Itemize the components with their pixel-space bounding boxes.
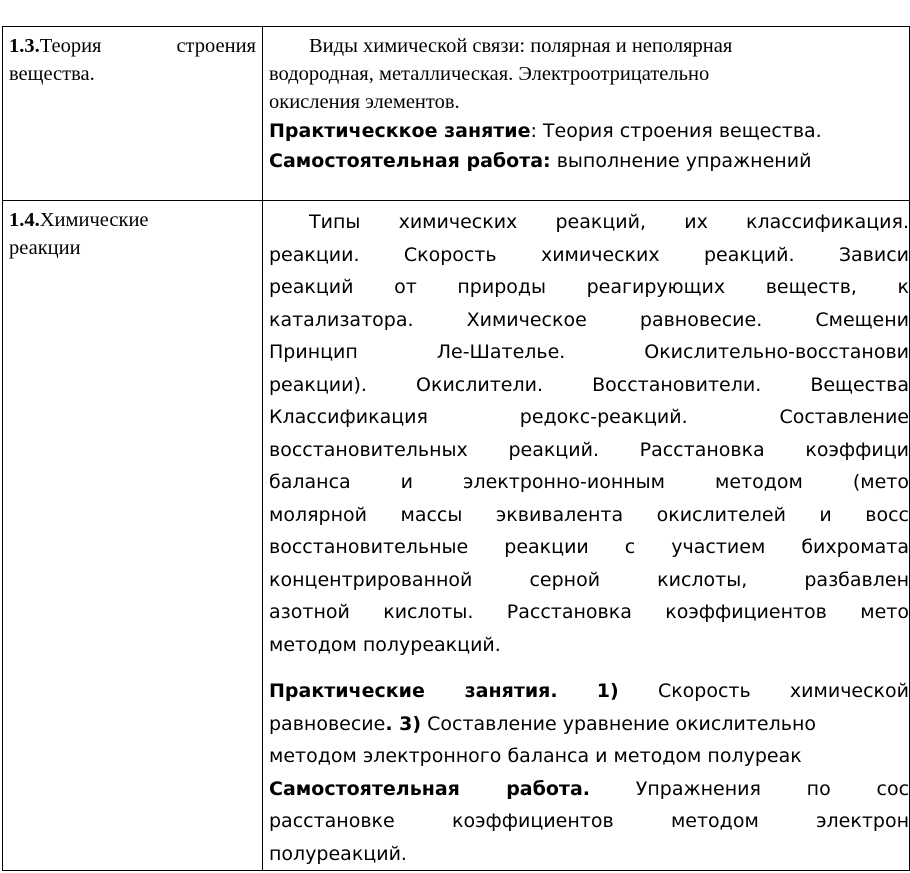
practical-label: Практические занятия. — [269, 680, 558, 702]
practical-text: : Теория строения вещества. — [530, 120, 822, 142]
selfwork-text-1: Упражнения по сос — [635, 777, 910, 800]
selfwork-label: Самостоятельная работа. — [269, 777, 590, 800]
topic-number: 1.4. — [9, 209, 40, 231]
topic-title-line1: Теория строения — [39, 35, 256, 57]
topic-cell — [3, 27, 263, 201]
topic-title-line2: реакции — [9, 237, 81, 259]
content-cell — [263, 201, 910, 871]
content-line: Классификация редокс-реакций. Составление — [269, 406, 909, 428]
table-row — [3, 201, 910, 871]
content-line: концентрированной серной кислоты, разбавлен — [269, 568, 909, 591]
content-line: реакции). Окислители. Восстановители. Вещества — [269, 373, 909, 396]
topic-title — [9, 32, 256, 60]
practical-text-2-pre: равновесие — [269, 712, 386, 735]
content-line: Типы химических реакций, их классификация. — [309, 211, 909, 233]
content-line: азотной кислоты. Расстановка коэффициентов мето — [269, 601, 909, 623]
practical-number-1: 1) — [596, 680, 619, 702]
content-line: катализатора. Химическое равновесие. Смещени — [269, 308, 909, 331]
practical-paragraph — [269, 675, 909, 870]
content-line: молярной массы эквивалента окислителей и восс — [269, 503, 909, 526]
content-line: баланса и электронно-ионным методом (мето — [269, 471, 909, 493]
content-line: реакции. Скорость химических реакций. Зависи — [269, 243, 909, 266]
topic-title-line2: вещества. — [9, 63, 95, 85]
topic-number: 1.3. — [9, 35, 40, 57]
content-line: водородная, металлическая. Электроотрицательно — [269, 63, 710, 85]
content-line: методом полуреакций. — [269, 633, 501, 656]
content-line: Принцип Ле-Шателье. Окислительно-восстанови — [269, 341, 909, 363]
content-line: восстановительные реакции с участием бихромата — [269, 536, 909, 558]
practical-paragraph — [269, 116, 909, 176]
content-line: реакций от природы реагирующих веществ, к — [269, 276, 909, 298]
selfwork-text-2: расстановке коэффициентов методом электрон — [269, 810, 909, 832]
topic-title — [9, 206, 256, 234]
content-paragraph — [269, 32, 909, 116]
content-line: Виды химической связи: полярная и неполярная — [309, 35, 733, 57]
content-cell — [263, 27, 910, 201]
selfwork-text: выполнение упражнений — [550, 150, 812, 172]
topic-title-line1: Химические — [39, 209, 149, 231]
practical-text-1: Скорость химической — [657, 680, 910, 702]
content-line: восстановительных реакций. Расстановка коэффици — [269, 438, 909, 461]
selfwork-label: Самостоятельная работа: — [269, 150, 551, 172]
selfwork-text-3: полуреакций. — [269, 842, 407, 865]
practical-text-3: методом электронного баланса и методом полуреак — [269, 745, 802, 767]
curriculum-table — [2, 26, 910, 871]
content-paragraph — [269, 206, 909, 661]
table-row — [3, 27, 910, 201]
content-line: окисления элементов. — [269, 91, 460, 113]
practical-label: Практическкое занятие — [269, 120, 531, 142]
practical-text-2: Составление уравнение окислительно — [421, 712, 816, 735]
topic-cell — [3, 201, 263, 871]
practical-number-3: . 3) — [385, 712, 422, 735]
